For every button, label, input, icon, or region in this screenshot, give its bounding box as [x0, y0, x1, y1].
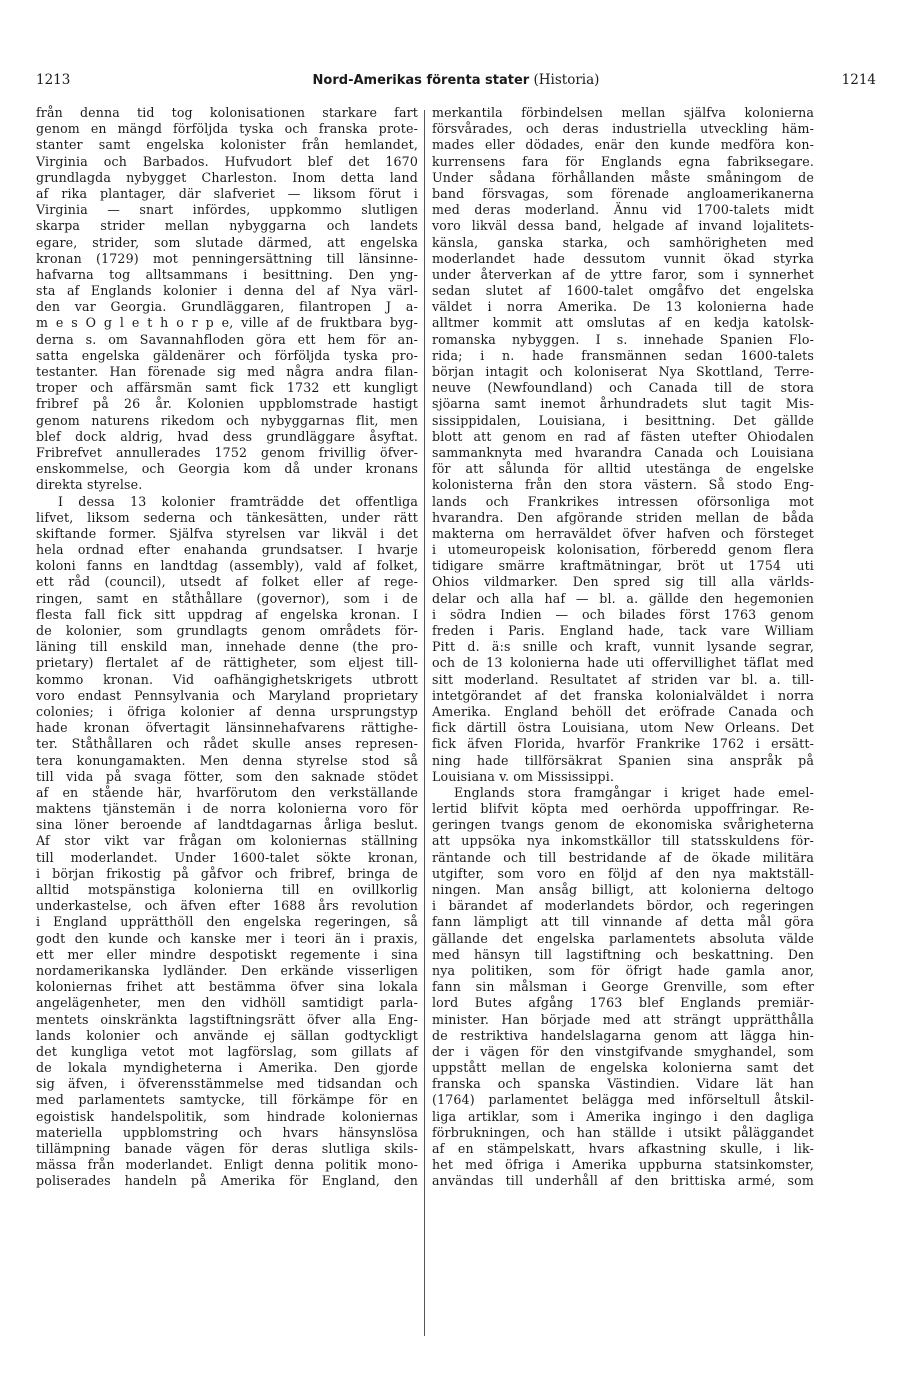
text-line: lord Butes afgång 1763 blef Englands premiär- [432, 995, 814, 1011]
text-line: kronan (1729) mot penningersättning till länsinne- [36, 250, 418, 266]
text-line: godt den kunde och kanske mer i teori än i praxis, [36, 930, 418, 946]
text-line: ning hade tillförsäkrat Spanien sina anspråk på [432, 752, 814, 768]
text-line: mades eller dödades, enär den kunde medföra kon- [432, 137, 814, 153]
text-line: af rika plantager, där slafveriet — liksom förut i [36, 185, 418, 201]
text-line: ett råd (council), utsedt af folket eller af rege- [36, 574, 418, 590]
text-line: skarpa strider mellan nybyggarna och landets [36, 218, 418, 234]
text-line: till moderlandet. Under 1600-talet sökte kronan, [36, 849, 418, 865]
text-line: mässa från moderlandet. Enligt denna politik mono- [36, 1157, 418, 1173]
text-line: liga artiklar, som i Amerika ingingo i den dagliga [432, 1108, 814, 1124]
text-line: merkantila förbindelsen mellan själfva kolonierna [432, 105, 814, 120]
text-line: tidigare smärre kraftmätningar, bröt ut 1754 uti [432, 558, 814, 574]
text-line: lifvet, liksom sederna och tänkesätten, under rätt [36, 509, 418, 525]
text-line: med hänsyn till lagstiftning och beskattning. Den [432, 946, 814, 962]
text-line: band försvagas, som förenade angloamerikanerna [432, 185, 814, 201]
text-line: fick därtill östra Louisiana, utom New Orleans. Det [432, 720, 814, 736]
running-title-sub: (Historia) [533, 72, 600, 88]
text-line: lands och Frankrikes intressen oförsonliga mot [432, 493, 814, 509]
text-line: Under sådana förhållanden måste småningom de [432, 169, 814, 185]
page-number-left: 1213 [36, 72, 71, 88]
left-column [36, 105, 418, 1190]
text-line: de kolonier, som grundlagts genom områdets för- [36, 623, 418, 638]
text-line: förbrukningen, och han ställde i utsikt påläggandet [432, 1124, 814, 1140]
text-line: fick äfven Florida, hvarför Frankrike 1762 i ersätt- [432, 736, 814, 752]
text-line: moderlandet hade dessutom vunnit ökad styrka [432, 250, 814, 266]
text-line: sta af Englands kolonier i denna del af Nya värl- [36, 283, 418, 299]
text-line: i södra Indien — och bilades först 1763 genom [432, 606, 814, 622]
text-line: Virginia och Barbados. Hufvudort blef det 1670 [36, 153, 418, 169]
text-line: koloniernas frihet att bestämma öfver sina lokala [36, 979, 418, 995]
text-line: direkta styrelse. [36, 477, 143, 493]
text-line: blef dock aldrig, hvad dess grundläggare åsyftat. [36, 428, 418, 444]
text-line: der i vägen för den vinstgifvande smyghandel, som [432, 1043, 814, 1059]
text-line: de lokala myndigheterna i Amerika. Den gjorde [36, 1060, 418, 1076]
text-line: ter. Ståthållaren och rådet skulle anses represen- [36, 736, 418, 752]
text-line: i utomeuropeisk kolonisation, förberedd genom flera [432, 542, 814, 558]
text-line: och de 13 kolonierna hade uti offervillighet täflat med [432, 655, 814, 671]
text-line: sina löner beroende af landtdagarnas årliga beslut. [36, 817, 418, 833]
text-line: rida; i n. hade fransmännen sedan 1600-talets [432, 347, 814, 363]
page-header [36, 68, 876, 92]
text-line: utgifter, som voro en följd af den nya maktställ- [432, 865, 814, 881]
text-line: början intagit och koloniserat Nya Skottland, Terre- [432, 364, 814, 379]
text-line: sissippidalen, Louisiana, i besittning. Det gällde [432, 412, 814, 428]
text-line: poliserades handeln på Amerika för England, den [36, 1173, 418, 1189]
text-line: voro likväl dessa band, helgade af invand lojalitets- [432, 218, 814, 234]
text-line: egoistisk handelspolitik, som hindrade koloniernas [36, 1108, 418, 1124]
text-line: de restriktiva handelslagarna genom att lägga hin- [432, 1027, 814, 1043]
text-line: ningen. Man ansåg billigt, att kolonierna deltogo [432, 882, 814, 897]
text-line: grundlagda nybygget Charleston. Inom detta land [36, 169, 418, 185]
text-line: af en stämpelskatt, hvars afkastning skulle, i lik- [432, 1141, 814, 1156]
text-line: geringen tvangs genom de ekonomiska svårigheterna [432, 817, 814, 833]
text-line: egare, strider, som slutade därmed, att engelska [36, 234, 418, 250]
text-line: derna s. om Savannahfloden göra ett hem för an- [36, 331, 418, 347]
text-line: neuve (Newfoundland) och Canada till de stora [432, 380, 814, 396]
page-number-right: 1214 [841, 72, 876, 88]
text-line: hvarandra. Den afgörande striden mellan de båda [432, 509, 814, 525]
text-line: genom naturens rikedom och nybyggarnas flit, men [36, 412, 418, 428]
text-line: satta engelska gäldenärer och förföljda tyska pro- [36, 347, 418, 363]
text-line: mentets oinskränkta lagstiftningsrätt öfver alla Eng- [36, 1011, 418, 1027]
text-line: nordamerikanska lydländer. Den erkände visserligen [36, 962, 418, 978]
text-line: franska och spanska Västindien. Vidare lät han [432, 1076, 814, 1092]
text-line: Englands stora framgångar i kriget hade emel- [454, 784, 814, 800]
text-line: ringen, samt en ståthållare (governor), som i de [36, 590, 418, 606]
text-line: väldet i norra Amerika. De 13 kolonierna hade [432, 299, 814, 315]
column-divider [424, 110, 425, 1336]
text-line: lertid blifvit köpta med oerhörda uppoffringar. Re- [432, 801, 814, 817]
text-line: Ohios vildmarker. Den spred sig till alla världs- [432, 574, 814, 590]
text-line: m e s O g l e t h o r p e, ville af de fruktbara byg- [36, 315, 418, 331]
text-line: fribref på 26 år. Kolonien uppblomstrade hastigt [36, 396, 418, 412]
text-line: i början frikostig på gåfvor och fribref, bringa de [36, 865, 418, 881]
text-line: alltid motspänstiga kolonierna till en ovillkorlig [36, 882, 418, 897]
text-line: fann lämpligt att till vinnande af detta mål göra [432, 914, 814, 930]
text-line: I dessa 13 kolonier framträdde det offentliga [58, 493, 418, 509]
text-line: hade kronan öfvertagit länsinnehafvarens rättighe- [36, 720, 418, 736]
text-line: gällande det engelska parlamentets absoluta välde [432, 930, 814, 946]
text-line: att uppsöka nya inkomstkällor till statsskuldens för- [432, 833, 814, 849]
running-title [36, 72, 876, 88]
text-line: alltmer kommit att omslutas af en kedja katolsk- [432, 315, 814, 331]
text-line: het med öfriga i Amerika uppburna statsinkomster, [432, 1157, 814, 1173]
text-line: kommo kronan. Vid oafhängighetskrigets utbrott [36, 671, 418, 687]
text-line: voro endast Pennsylvania och Maryland proprietary [36, 687, 418, 703]
text-line: Pitt d. ä:s snille och kraft, vunnit lysande segrar, [432, 639, 814, 655]
text-line: den var Georgia. Grundläggaren, filantropen J a- [36, 299, 418, 315]
text-line: sedan slutet af 1600-talet omgåfvo det engelska [432, 283, 814, 299]
text-line: (1764) parlamentet belägga med införseltull åtskil- [432, 1092, 814, 1108]
text-line: minister. Han började med att strängt upprätthålla [432, 1011, 814, 1027]
text-line: troper och affärsmän samt fick 1732 ett kungligt [36, 380, 418, 396]
text-line: koloni fanns en landtdag (assembly), vald af folket, [36, 558, 418, 574]
text-line: Amerika. England behöll det eröfrade Canada och [432, 703, 814, 719]
text-line: uppstått mellan de engelska kolonierna samt det [432, 1060, 814, 1076]
text-line: blott att genom en rad af fästen utefter Ohiodalen [432, 428, 814, 444]
text-line: sig äfven, i öfverensstämmelse med tidsandan och [36, 1076, 418, 1092]
text-line: makterna om herraväldet öfver hafven och försteget [432, 525, 814, 541]
text-line: intetgörandet af det franska kolonialväldet i norra [432, 687, 814, 703]
text-line: med parlamentets samtycke, till förkämpe för en [36, 1092, 418, 1108]
text-line: Fribrefvet annullerades 1752 genom frivillig öfver- [36, 444, 418, 460]
text-line: af en stående här, hvarförutom den verkställande [36, 784, 418, 800]
text-line: Virginia — snart infördes, uppkommo slutligen [36, 202, 418, 218]
text-line: enskommelse, och Georgia kom då under kronans [36, 461, 418, 477]
text-line: kurrensens fara för Englands egna fabriksegare. [432, 153, 814, 169]
text-line: lands kolonier och använde ej sällan godtyckligt [36, 1027, 418, 1043]
text-line: flesta fall fick sitt uppdrag af engelska kronan. I [36, 606, 418, 622]
text-line: hela ordnad efter enahanda grundsatser. I hvarje [36, 542, 418, 558]
text-line: känsla, ganska starka, och samhörigheten med [432, 234, 814, 250]
text-line: ett mer eller mindre despotiskt regemente i sina [36, 946, 418, 962]
text-line: i England upprätthöll den engelska regeringen, så [36, 914, 418, 930]
text-line: det kungliga vetot mot lagförslag, som gillats af [36, 1043, 418, 1059]
text-line: sammanknyta med hvarandra Canada och Louisiana [432, 444, 814, 460]
right-column [432, 105, 814, 1190]
text-line: tera konungamakten. Men denna styrelse stod så [36, 752, 418, 768]
text-line: testanter. Han förenade sig med några andra filan- [36, 364, 418, 379]
text-line: fann sin målsman i George Grenville, som efter [432, 979, 814, 995]
text-line: tillämpning banade vägen för deras slutliga skils- [36, 1141, 418, 1156]
text-line: med deras moderland. Ännu vid 1700-talets midt [432, 202, 814, 218]
text-line: romanska nybyggen. I s. innehade Spanien Flo- [432, 331, 814, 347]
text-line: från denna tid tog kolonisationen starkare fart [36, 105, 418, 120]
text-line: underkastelse, och äfven efter 1688 års revolution [36, 898, 418, 914]
text-line: materiella uppblomstring och hvars hänsynslösa [36, 1124, 418, 1140]
text-line: läning till enskild man, innehade denne (the pro- [36, 639, 418, 655]
text-line: hafvarna tog alltsammans i besittning. Den yng- [36, 266, 418, 282]
text-line: stanter samt engelska kolonister från hemlandet, [36, 137, 418, 153]
running-title-main: Nord-Amerikas förenta stater [312, 73, 530, 88]
text-line: prietary) flertalet af de rättigheter, som eljest till- [36, 655, 418, 671]
text-line: kolonisterna från den stora västern. Så stodo Eng- [432, 477, 814, 493]
text-line: nya politiken, som för öfrigt hade gamla anor, [432, 962, 814, 978]
text-line: under återverkan af de yttre faror, som i synnerhet [432, 266, 814, 282]
text-line: till vida på svaga fötter, som den saknade stödet [36, 768, 418, 784]
text-line: för att sålunda för alltid utestänga de engelske [432, 461, 814, 477]
text-line: Louisiana v. om Mississippi. [432, 768, 615, 784]
text-line: maktens tjänstemän i de norra kolonierna voro för [36, 801, 418, 817]
text-line: skiftande former. Själfva styrelsen var likväl i det [36, 525, 418, 541]
text-line: colonies; i öfriga kolonier af denna ursprungstyp [36, 703, 418, 719]
text-line: i bärandet af moderlandets bördor, och regeringen [432, 898, 814, 914]
text-line: angelägenheter, men den vidhöll samtidigt parla- [36, 995, 418, 1011]
text-line: räntande och till bestridande af de ökade militära [432, 849, 814, 865]
text-line: sitt moderland. Resultatet af striden var bl. a. till- [432, 671, 814, 687]
text-line: Af stor vikt var frågan om koloniernas ställning [36, 833, 418, 849]
text-line: användas till underhåll af den brittiska armé, som [432, 1173, 814, 1189]
text-line: genom en mängd förföljda tyska och franska prote- [36, 121, 418, 137]
text-line: sjöarna samt inemot århundradets slut tagit Mis- [432, 396, 814, 412]
text-line: delar och alla haf — bl. a. gällde den hegemonien [432, 590, 814, 606]
text-line: freden i Paris. England hade, tack vare William [432, 623, 814, 638]
text-line: försvårades, och deras industriella utveckling häm- [432, 121, 814, 137]
